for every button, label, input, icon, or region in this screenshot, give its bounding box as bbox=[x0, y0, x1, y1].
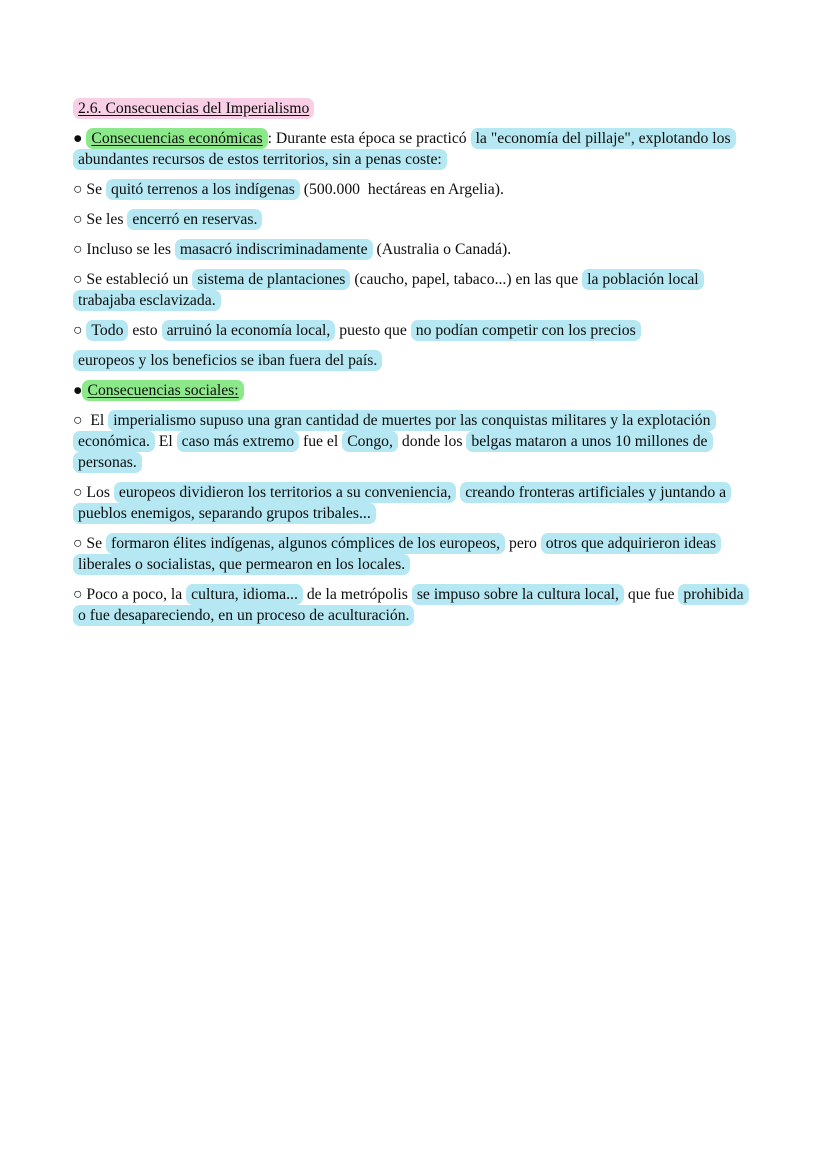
highlighted-text: imperialismo supuso una gran cantidad de muertes por las conquistas militares y la explotación económica. bbox=[73, 410, 716, 452]
text-segment: Se bbox=[86, 181, 107, 198]
list-item-plantaciones bbox=[73, 269, 753, 311]
text-segment: puesto que bbox=[335, 322, 411, 339]
highlighted-text: cultura, idioma... bbox=[186, 584, 303, 605]
highlighted-text: la "economía del pillaje", explotando los abundantes recursos de estos territorios, sin a penas coste: bbox=[73, 128, 736, 170]
text-segment: : Durante esta época se practicó bbox=[267, 130, 471, 147]
highlighted-text: creando fronteras artificiales y juntando a pueblos enemigos, separando grupos tribales... bbox=[73, 482, 731, 524]
open-bullet-marker: ○ bbox=[73, 412, 87, 429]
filled-bullet-marker: ● bbox=[73, 130, 87, 147]
document-body bbox=[73, 98, 753, 635]
highlighted-text: otros que adquirieron ideas liberales o socialistas, que permearon en los locales. bbox=[73, 533, 721, 575]
text-segment: Incluso se les bbox=[86, 241, 175, 258]
list-item-economia-local bbox=[73, 320, 753, 341]
highlighted-text: quitó terrenos a los indígenas bbox=[106, 179, 300, 200]
highlighted-text: europeos y los beneficios se iban fuera del país. bbox=[73, 350, 382, 371]
highlighted-text: Consecuencias sociales: bbox=[82, 380, 243, 401]
text-segment: (500.000 hectáreas en Argelia). bbox=[299, 181, 504, 198]
text-segment: El bbox=[154, 433, 177, 450]
open-bullet-marker: ○ bbox=[73, 322, 87, 339]
text-segment: pero bbox=[505, 535, 541, 552]
highlighted-text: la población local trabajaba esclavizada. bbox=[73, 269, 704, 311]
highlighted-text: arruinó la economía local, bbox=[162, 320, 336, 341]
open-bullet-marker: ○ bbox=[73, 586, 87, 603]
open-bullet-marker: ○ bbox=[73, 535, 87, 552]
list-item-terrenos bbox=[73, 179, 753, 200]
open-bullet-marker: ○ bbox=[73, 211, 87, 228]
text-segment: esto bbox=[128, 322, 162, 339]
text-segment: que fue bbox=[623, 586, 679, 603]
text-segment: (Australia o Canadá). bbox=[372, 241, 512, 258]
text-segment: (caucho, papel, tabaco...) en las que bbox=[350, 271, 583, 288]
text-segment: Los bbox=[86, 484, 114, 501]
text-segment: fue el bbox=[299, 433, 343, 450]
list-item-muertes bbox=[73, 410, 753, 473]
open-bullet-marker: ○ bbox=[73, 181, 87, 198]
highlighted-text: se impuso sobre la cultura local, bbox=[412, 584, 624, 605]
text-segment: donde los bbox=[397, 433, 467, 450]
page-title bbox=[73, 98, 753, 119]
section-header-economic bbox=[73, 128, 753, 170]
list-item-economia-local-continuation bbox=[73, 350, 753, 371]
highlighted-text: formaron élites indígenas, algunos cómplices de los europeos, bbox=[106, 533, 505, 554]
text-segment: Se estableció un bbox=[86, 271, 193, 288]
highlighted-text: no podían competir con los precios bbox=[411, 320, 641, 341]
text-segment: Se bbox=[86, 535, 107, 552]
list-item-masacro bbox=[73, 239, 753, 260]
highlighted-text: caso más extremo bbox=[177, 431, 299, 452]
text-segment: de la metrópolis bbox=[302, 586, 412, 603]
highlighted-text: europeos dividieron los territorios a su conveniencia, bbox=[114, 482, 456, 503]
highlighted-text: belgas mataron a unos 10 millones de personas. bbox=[73, 431, 713, 473]
highlighted-text: encerró en reservas. bbox=[127, 209, 262, 230]
highlighted-text: Todo bbox=[86, 320, 128, 341]
highlighted-text: sistema de plantaciones bbox=[192, 269, 350, 290]
highlighted-text: Congo, bbox=[342, 431, 398, 452]
highlighted-text: 2.6. Consecuencias del Imperialismo bbox=[73, 98, 314, 119]
open-bullet-marker: ○ bbox=[73, 241, 87, 258]
text-segment: El bbox=[86, 412, 109, 429]
list-item-aculturacion bbox=[73, 584, 753, 626]
text-segment: Se les bbox=[86, 211, 128, 228]
list-item-elites bbox=[73, 533, 753, 575]
filled-bullet-marker: ● bbox=[73, 382, 83, 399]
text-segment: Poco a poco, la bbox=[86, 586, 187, 603]
list-item-fronteras bbox=[73, 482, 753, 524]
highlighted-text: Consecuencias económicas bbox=[86, 128, 267, 149]
section-header-social bbox=[73, 380, 753, 401]
highlighted-text: prohibida o fue desapareciendo, en un proceso de aculturación. bbox=[73, 584, 749, 626]
list-item-reservas bbox=[73, 209, 753, 230]
open-bullet-marker: ○ bbox=[73, 484, 87, 501]
highlighted-text: masacró indiscriminadamente bbox=[175, 239, 373, 260]
open-bullet-marker: ○ bbox=[73, 271, 87, 288]
